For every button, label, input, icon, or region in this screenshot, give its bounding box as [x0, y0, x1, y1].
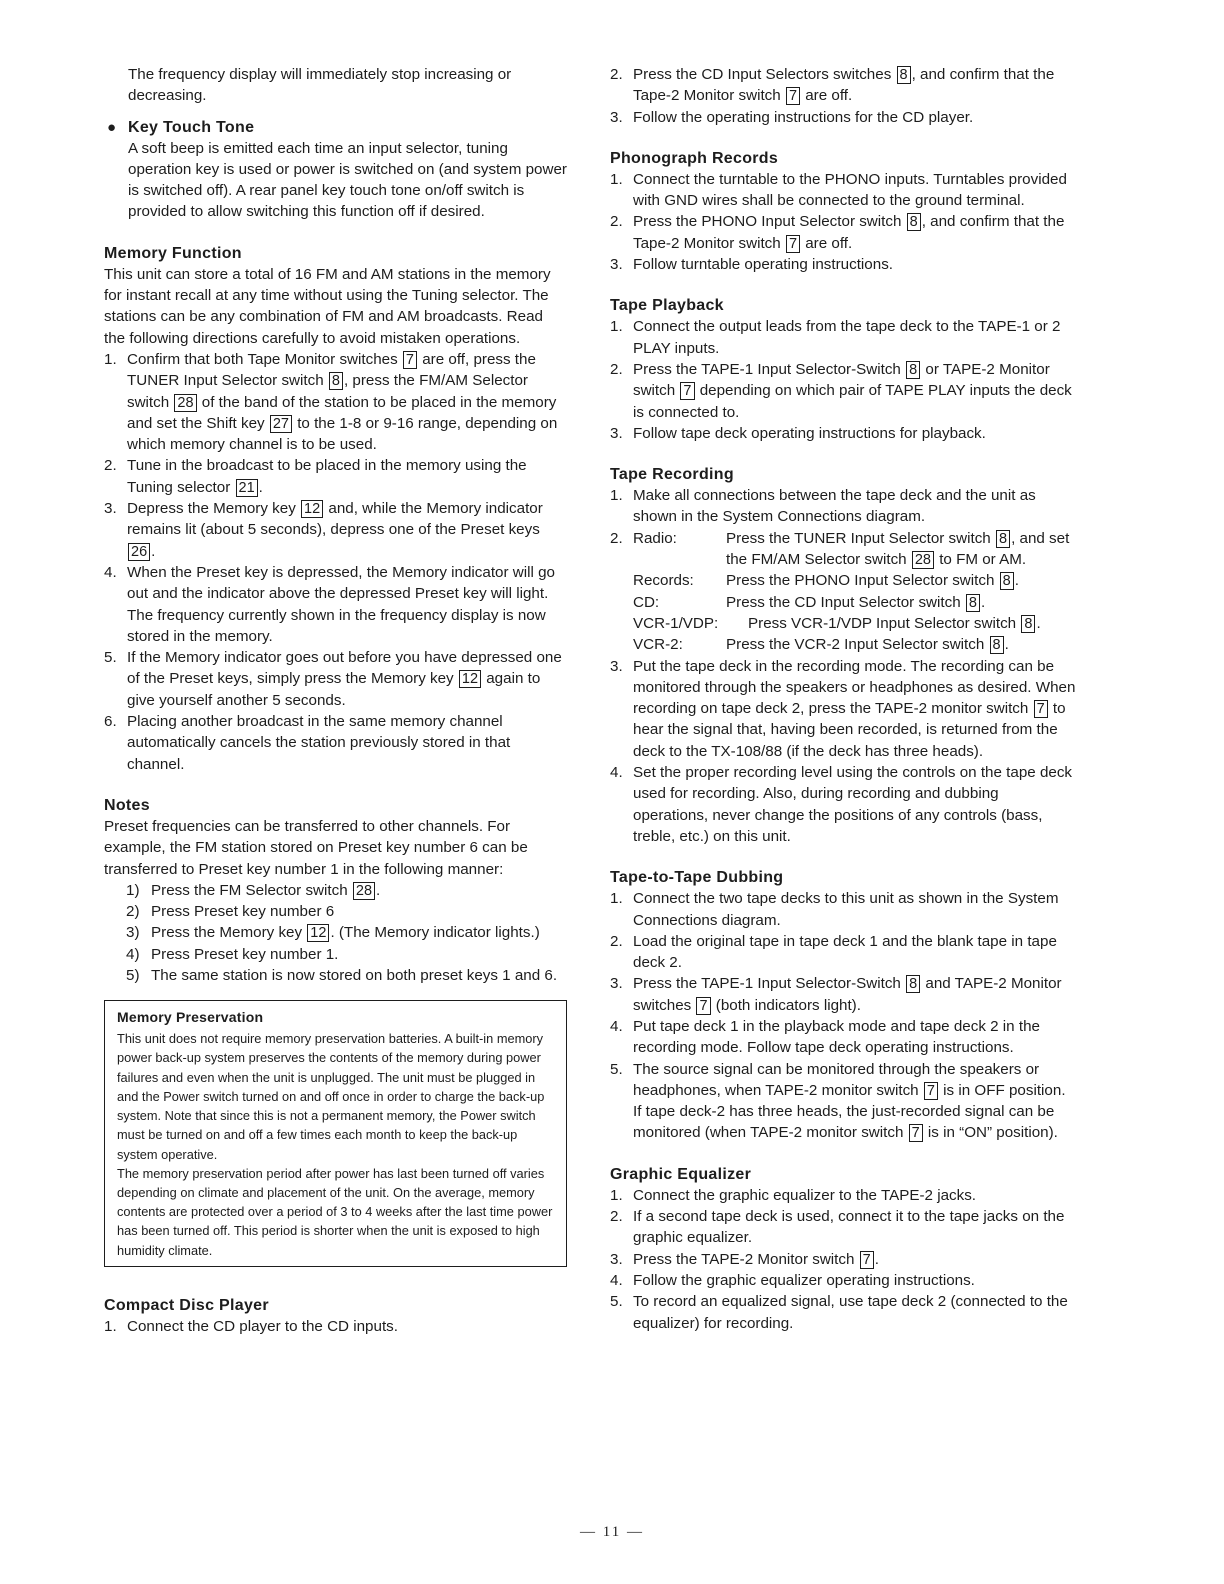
key-ref: 7	[1034, 700, 1048, 718]
key-ref: 7	[680, 382, 694, 400]
tape-dubbing-steps	[610, 888, 1076, 1144]
list-item: 6. Placing another broadcast in the same memory channel automatically cancels the station previously stored in that channel.	[104, 713, 511, 773]
memory-preservation-title: Memory Preservation	[117, 1009, 264, 1026]
list-item: 3. Follow the operating instructions for the CD player.	[610, 108, 974, 126]
list-item: 3) Press the Memory key 12 . (The Memory indicator lights.)	[126, 924, 540, 942]
list-item: 2) Press Preset key number 6	[126, 903, 335, 921]
key-touch-body: A soft beep is emitted each time an input selector, tuning operation key is used or power is switched on (and system power is switched off). A rear panel key touch tone on/off switch is provided to allow switching this function off if desired.	[128, 139, 567, 221]
tape-recording-steps	[610, 485, 1076, 528]
key-ref: 8	[990, 636, 1004, 654]
key-ref: 12	[459, 670, 481, 688]
list-item: 2. Press the PHONO Input Selector switch 8 , and confirm that the Tape-2 Monitor switch 7 are off.	[610, 213, 1065, 252]
list-item: 5. To record an equalized signal, use tape deck 2 (connected to the equalizer) for recording.	[610, 1293, 1068, 1332]
key-ref: 28	[174, 394, 196, 412]
bullet-icon: ●	[107, 118, 117, 136]
key-ref: 8	[1021, 615, 1035, 633]
key-ref: 7	[403, 351, 417, 369]
list-item: 3. Follow tape deck operating instructions for playback.	[610, 424, 986, 442]
list-item: 3. Press the TAPE-1 Input Selector-Switch 8 and TAPE-2 Monitor switches 7 (both indicators light).	[610, 975, 1062, 1014]
source-text: Press the VCR-2 Input Selector switch 8 .	[726, 636, 1009, 654]
key-ref: 8	[897, 66, 911, 84]
graphic-equalizer-title: Graphic Equalizer	[610, 1165, 752, 1183]
tape-playback-steps	[610, 316, 1076, 444]
key-ref: 27	[270, 415, 292, 433]
list-number: 2.	[610, 529, 623, 547]
recording-sources	[610, 528, 1076, 656]
list-item: 4. Follow the graphic equalizer operating instructions.	[610, 1271, 975, 1289]
compact-disc-steps-cont	[610, 64, 1076, 128]
source-label: VCR-2:	[633, 636, 683, 654]
list-item: 5. The source signal can be monitored through the speakers or headphones, when TAPE-2 monitor switch 7 is in OFF position. If tape deck-2 has three heads, the just-recorded signal can be monitored (when TAPE-2 monitor switch 7 is in “ON” position).	[610, 1060, 1066, 1142]
list-item: 4. Set the proper recording level using the controls on the tape deck used for recording. Also, during recording and dubbing operations, never change the positions of any controls (bass, treble, etc.) on this unit.	[610, 764, 1073, 845]
list-item: 2. Press the CD Input Selectors switches 8 , and confirm that the Tape-2 Monitor switch 7 are off.	[610, 66, 1055, 105]
source-label: Radio:	[633, 529, 677, 547]
key-ref: 8	[906, 361, 920, 379]
key-ref: 7	[860, 1251, 874, 1269]
notes-title: Notes	[104, 796, 150, 814]
key-ref: 12	[301, 500, 323, 518]
list-item: 3. Depress the Memory key 12 and, while the Memory indicator remains lit (about 5 seconds), depress one of the Preset keys 26 .	[104, 500, 543, 560]
graphic-equalizer-steps	[610, 1185, 1076, 1334]
key-ref: 28	[912, 551, 934, 569]
list-item: 1. Connect the two tape decks to this unit as shown in the System Connections diagram.	[610, 890, 1059, 929]
source-label: Records:	[633, 572, 694, 590]
tape-recording-title: Tape Recording	[610, 466, 734, 484]
compact-disc-steps	[104, 1316, 568, 1337]
list-item: 1) Press the FM Selector switch 28 .	[126, 881, 381, 899]
list-item: 4. When the Preset key is depressed, the Memory indicator will go out and the indicator above the depressed Preset key will light. The frequency currently shown in the frequency display is now stored in the memory.	[104, 563, 555, 645]
right-column	[610, 64, 1076, 1334]
tape-playback-title: Tape Playback	[610, 297, 724, 315]
notes-body: Preset frequencies can be transferred to other channels. For example, the FM station stored on Preset key number 6 can be transferred to Preset key number 1 in the following manner:	[104, 817, 528, 878]
source-text: Press the PHONO Input Selector switch 8 .	[726, 572, 1019, 590]
source-text: Press the CD Input Selector switch 8 .	[726, 593, 986, 611]
list-item: 1. Connect the graphic equalizer to the TAPE-2 jacks.	[610, 1186, 977, 1204]
list-item: 5) The same station is now stored on both preset keys 1 and 6.	[126, 966, 558, 984]
key-ref: 8	[329, 372, 343, 390]
list-item: 1. Confirm that both Tape Monitor switches 7 are off, press the TUNER Input Selector switch 8 , press the FM/AM Selector switch 28 of the band of the station to be placed in the memory and set the Shift key 27 to the 1-8 or 9-16 range, depending on which memory channel is to be used.	[104, 350, 558, 454]
tape-dubbing-title: Tape-to-Tape Dubbing	[610, 869, 784, 887]
key-ref: 8	[906, 975, 920, 993]
key-ref: 8	[966, 594, 980, 612]
phonograph-title: Phonograph Records	[610, 149, 779, 167]
list-item: 1. Connect the output leads from the tape deck to the TAPE-1 or 2 PLAY inputs.	[610, 318, 1061, 357]
source-text: Press VCR-1/VDP Input Selector switch 8 .	[748, 614, 1041, 632]
memory-preservation-p2: The memory preservation period after power has last been turned off varies depending on climate and placement of the unit. On the average, memory contents are protected over a period of 3 to 4 weeks after the last time power has been turned off. This period is shorter when the unit is exposed to high humidity climate.	[117, 1165, 553, 1258]
compact-disc-title: Compact Disc Player	[104, 1296, 269, 1314]
list-item: 1. Connect the turntable to the PHONO inputs. Turntables provided with GND wires shall be connected to the ground terminal.	[610, 170, 1067, 210]
source-label: CD:	[633, 593, 660, 611]
key-ref: 26	[128, 543, 150, 561]
tape-recording-steps-cont	[610, 656, 1076, 848]
source-label: VCR-1/VDP:	[633, 614, 719, 632]
list-item: 2. Tune in the broadcast to be placed in the memory using the Tuning selector 21 .	[104, 457, 527, 496]
list-item: 3. Press the TAPE-2 Monitor switch 7 .	[610, 1250, 879, 1268]
key-ref: 8	[907, 213, 921, 231]
list-item: 1. Make all connections between the tape deck and the unit as shown in the System Connections diagram.	[610, 487, 1036, 526]
left-column	[104, 64, 568, 1337]
memory-steps	[104, 349, 568, 775]
memory-function-body: This unit can store a total of 16 FM and AM stations in the memory for instant recall at any time without using the Tuning selector. The stations can be any combination of FM and AM broadcasts. Read the following directions carefully to avoid mistaken operations.	[104, 265, 551, 347]
page-number: — 11 —	[580, 1524, 644, 1540]
key-ref: 7	[786, 235, 800, 253]
list-item: 2. Load the original tape in tape deck 1 and the blank tape in tape deck 2.	[610, 932, 1057, 972]
memory-function-title: Memory Function	[104, 244, 242, 262]
key-ref: 8	[1000, 572, 1014, 590]
key-ref: 12	[307, 924, 329, 942]
key-ref: 7	[924, 1082, 938, 1100]
list-item: 2. Press the TAPE-1 Input Selector-Switch 8 or TAPE-2 Monitor switch 7 depending on which pair of TAPE PLAY inputs the deck is connected to.	[610, 360, 1072, 421]
memory-preservation-box	[104, 1000, 567, 1266]
key-ref: 28	[353, 882, 375, 900]
phonograph-steps	[610, 169, 1076, 275]
list-item: 3. Put the tape deck in the recording mode. The recording can be monitored through the speakers or headphones as desired. When recording on tape deck 2, press the TAPE-2 monitor switch 7 to hear the signal that, having been recorded, is returned from the deck to the TX-108/88 (if the deck has three heads).	[610, 657, 1076, 760]
list-item: 5. If the Memory indicator goes out before you have depressed one of the Preset keys, simply press the Memory key 12 again to give yourself another 5 seconds.	[104, 649, 562, 709]
key-ref: 8	[996, 530, 1010, 548]
intro-text: The frequency display will immediately stop increasing or decreasing.	[128, 66, 512, 105]
key-touch-title: Key Touch Tone	[128, 118, 255, 136]
memory-preservation-p1: This unit does not require memory preservation batteries. A built-in memory power back-up system preserves the contents of the memory during power failures and even when the unit is unplugged. The unit must be plugged in and the Power switch turned on and off once in order to charge the back-up system. Note that since this is not a permanent memory, the Power switch must be turned on and off a few times each month to keep the back-up system operative.	[117, 1031, 545, 1162]
list-item: 3. Follow turntable operating instructions.	[610, 256, 894, 274]
list-item: 2. If a second tape deck is used, connect it to the tape jacks on the graphic equalizer.	[610, 1208, 1065, 1247]
list-item: 1. Connect the CD player to the CD inputs.	[104, 1317, 398, 1335]
key-ref: 21	[236, 479, 258, 497]
key-ref: 7	[909, 1124, 923, 1142]
source-text: Press the TUNER Input Selector switch 8 , and set the FM/AM Selector switch 28 to FM or AM.	[726, 529, 1070, 569]
key-ref: 7	[786, 87, 800, 105]
list-item: 4. Put tape deck 1 in the playback mode and tape deck 2 in the recording mode. Follow tape deck operating instructions.	[610, 1017, 1040, 1057]
notes-steps	[104, 880, 568, 986]
list-item: 4) Press Preset key number 1.	[126, 945, 339, 963]
key-ref: 7	[696, 997, 710, 1015]
key-touch-section	[104, 117, 568, 223]
